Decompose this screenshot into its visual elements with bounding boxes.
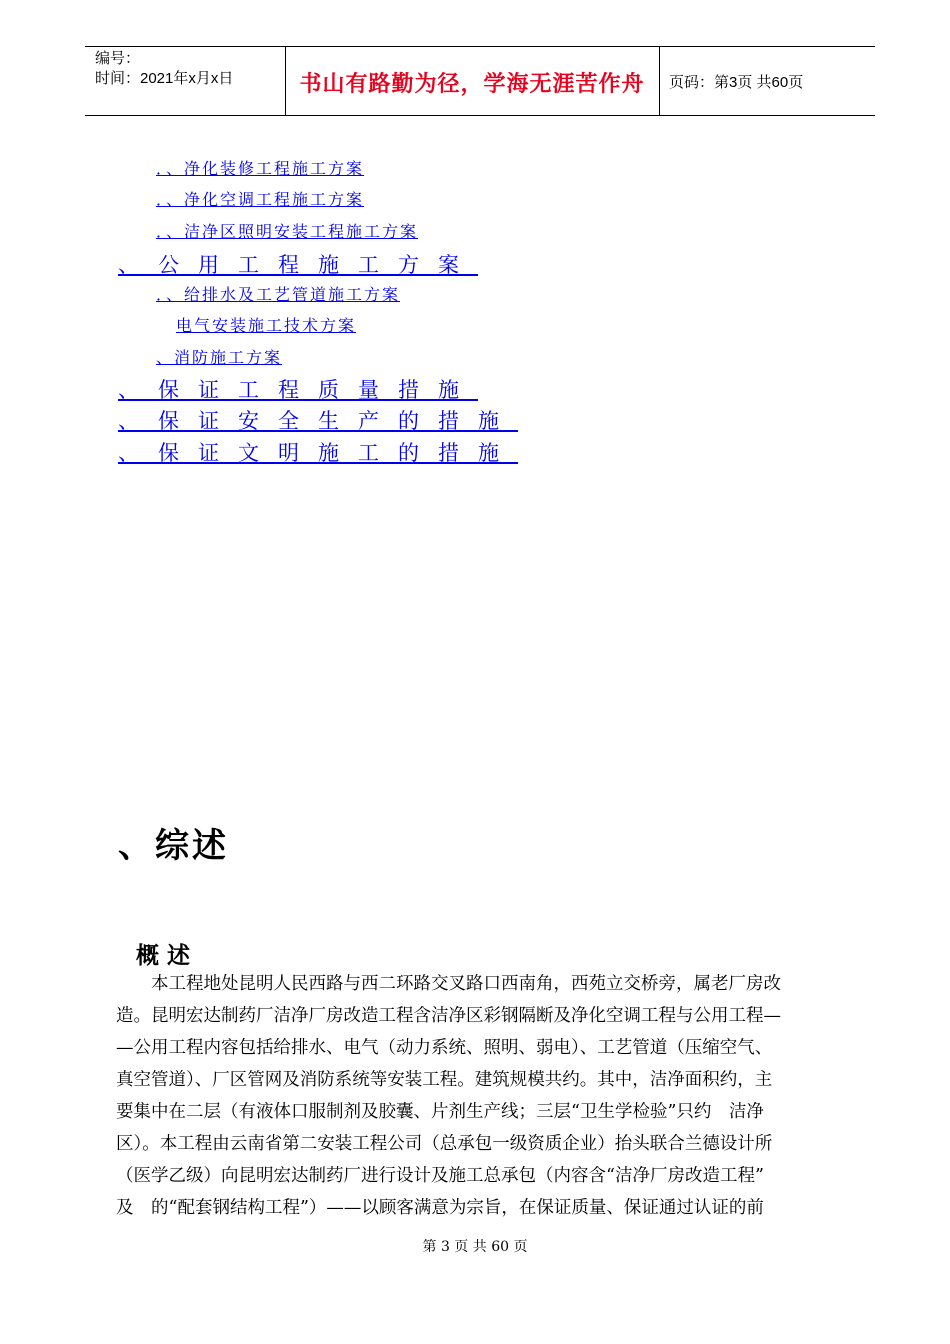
body-line: —公用工程内容包括给排水、电气（动力系统、照明、弱电）、工艺管道（压缩空气、	[116, 1038, 773, 1058]
header-divider	[659, 47, 660, 115]
toc-link[interactable]: 、公用工程施工方案	[118, 253, 478, 277]
toc-link[interactable]: 、消防施工方案	[156, 348, 283, 367]
serial-label: 编号：	[95, 50, 141, 67]
body-line: （医学乙级）向昆明宏达制药厂进行设计及施工总承包（内容含“洁净厂房改造工程”	[116, 1166, 764, 1186]
toc-link[interactable]: ．、净化装修工程施工方案	[156, 159, 365, 178]
body-line: 要集中在二层（有液体口服制剂及胶囊、片剂生产线；三层“卫生学检验”只约 洁净	[116, 1102, 764, 1122]
body-line: 本工程地处昆明人民西路与西二环路交叉路口西南角，西苑立交桥旁，属老厂房改	[116, 974, 781, 994]
header-motto: 书山有路勤为径，学海无涯苦作舟	[299, 72, 645, 97]
body-line: 及 的“配套钢结构工程”）——以顾客满意为宗旨，在保证质量、保证通过认证的前	[116, 1198, 764, 1218]
subsection-title: 概述	[136, 943, 198, 969]
body-line: 造。昆明宏达制药厂洁净厂房改造工程含洁净区彩钢隔断及净化空调工程与公用工程—	[116, 1006, 781, 1026]
page-footer: 第 3 页 共 60 页	[422, 1239, 528, 1255]
toc-link[interactable]: 、保证安全生产的措施	[118, 409, 518, 433]
toc-link[interactable]: ．、给排水及工艺管道施工方案	[156, 285, 401, 304]
toc-link[interactable]: ．、净化空调工程施工方案	[156, 190, 365, 209]
toc-link[interactable]: 、保证工程质量措施	[118, 378, 478, 402]
toc-link[interactable]: 、保证文明施工的措施	[118, 441, 518, 465]
section-title: 、综述	[118, 826, 229, 866]
toc-link[interactable]: ．、洁净区照明安装工程施工方案	[156, 222, 419, 241]
body-line: 区）。本工程由云南省第二安装工程公司（总承包一级资质企业）抬头联合兰德设计所	[116, 1134, 773, 1154]
body-line: 真空管道）、厂区管网及消防系统等安装工程。建筑规模共约。其中，洁净面积约，主	[116, 1070, 773, 1090]
header-page-label: 页码：第3页 共60页	[669, 74, 804, 91]
header-meta	[95, 49, 285, 89]
time-label: 时间：2021年x月x日	[95, 70, 234, 87]
toc-link[interactable]: 电气安装施工技术方案	[176, 316, 357, 335]
body-paragraph	[116, 968, 851, 1224]
page-header	[85, 46, 875, 116]
